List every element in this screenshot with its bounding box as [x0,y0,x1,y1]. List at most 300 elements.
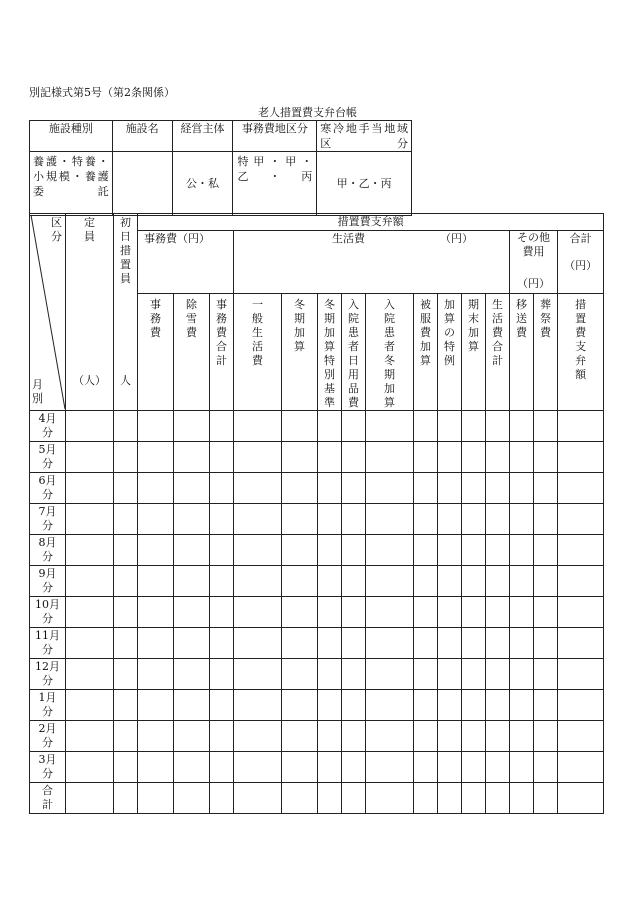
table-cell[interactable] [414,442,438,473]
table-cell[interactable] [66,597,114,628]
table-cell[interactable] [510,411,534,442]
table-cell[interactable] [342,783,366,814]
table-cell[interactable] [234,504,282,535]
table-cell[interactable] [282,628,318,659]
table-cell[interactable] [558,504,604,535]
table-cell[interactable] [438,411,462,442]
table-cell[interactable] [438,535,462,566]
table-cell[interactable] [486,659,510,690]
table-cell[interactable] [174,721,210,752]
table-cell[interactable] [234,597,282,628]
table-cell[interactable] [414,721,438,752]
table-cell[interactable] [534,783,558,814]
table-cell[interactable] [510,442,534,473]
column-header-15 [558,294,604,411]
column-header-14 [534,294,558,411]
column-header-9 [414,294,438,411]
table-cell[interactable] [414,411,438,442]
table-cell[interactable] [462,659,486,690]
shoki-header: 初日措置員 人 [114,214,138,411]
table-cell[interactable] [342,504,366,535]
table-cell[interactable] [510,752,534,783]
table-cell[interactable] [534,721,558,752]
table-cell[interactable] [114,473,138,504]
header-management: 経営主体 [172,121,233,152]
ledger-title: 老人措置費支弁台帳 [258,106,357,119]
teiin-header: 定員 （人） [66,214,114,411]
table-cell[interactable] [342,752,366,783]
table-cell[interactable] [438,628,462,659]
cold-region-value: 甲・乙・丙 [317,152,412,216]
table-cell[interactable] [510,690,534,721]
month-label: 10月 分 [30,597,66,628]
table-cell[interactable] [114,535,138,566]
table-cell[interactable] [510,721,534,752]
table-cell[interactable] [66,752,114,783]
table-cell[interactable] [342,566,366,597]
table-cell[interactable] [114,566,138,597]
table-cell[interactable] [318,411,342,442]
table-cell[interactable] [174,783,210,814]
column-label: 葬 祭 費 [540,298,551,339]
table-cell[interactable] [210,597,234,628]
table-cell[interactable] [318,535,342,566]
table-cell[interactable] [342,473,366,504]
table-cell[interactable] [414,659,438,690]
table-cell[interactable] [462,442,486,473]
table-cell[interactable] [114,504,138,535]
table-row [30,411,604,442]
table-cell[interactable] [66,473,114,504]
month-label: 11月 分 [30,628,66,659]
month-label: 9月 分 [30,566,66,597]
table-row [30,504,604,535]
table-cell[interactable] [174,597,210,628]
table-cell[interactable] [318,504,342,535]
table-cell[interactable] [282,690,318,721]
table-cell[interactable] [318,659,342,690]
table-cell[interactable] [414,752,438,783]
table-cell[interactable] [462,473,486,504]
table-row [30,566,604,597]
table-cell[interactable] [234,442,282,473]
column-label: 移 送 費 [516,298,527,339]
table-cell[interactable] [534,504,558,535]
table-row [30,473,604,504]
table-cell[interactable] [174,535,210,566]
table-cell[interactable] [438,473,462,504]
table-cell[interactable] [486,628,510,659]
table-cell[interactable] [138,597,174,628]
table-cell[interactable] [114,442,138,473]
column-header-13 [510,294,534,411]
table-cell[interactable] [114,659,138,690]
table-row [30,442,604,473]
table-cell[interactable] [558,659,604,690]
table-cell[interactable] [366,566,414,597]
kubun-tsuki-header [30,214,66,411]
table-cell[interactable] [282,566,318,597]
table-cell[interactable] [210,535,234,566]
table-cell[interactable] [114,783,138,814]
column-label: 事 務 費 合 計 [216,298,227,367]
table-cell[interactable] [114,411,138,442]
table-cell[interactable] [234,535,282,566]
table-cell[interactable] [510,659,534,690]
table-cell[interactable] [138,752,174,783]
column-header-2 [174,294,210,411]
table-cell[interactable] [138,690,174,721]
table-cell[interactable] [534,411,558,442]
table-cell[interactable] [66,535,114,566]
table-cell[interactable] [318,690,342,721]
form-reference: 別記様式第5号（第2条関係） [29,86,175,99]
table-cell[interactable] [486,690,510,721]
table-cell[interactable] [366,442,414,473]
table-cell[interactable] [414,566,438,597]
table-cell[interactable] [234,721,282,752]
table-cell[interactable] [486,442,510,473]
table-cell[interactable] [438,721,462,752]
table-cell[interactable] [462,504,486,535]
table-cell[interactable] [438,597,462,628]
table-row [30,783,604,814]
table-cell[interactable] [210,473,234,504]
table-cell[interactable] [342,411,366,442]
table-cell[interactable] [282,659,318,690]
table-cell[interactable] [558,783,604,814]
table-cell[interactable] [318,597,342,628]
table-cell[interactable] [138,783,174,814]
table-cell[interactable] [234,752,282,783]
table-cell[interactable] [234,659,282,690]
column-label: 冬 期 加 算 特 別 基 準 [324,298,335,409]
jimuhi-group-header: 事務費（円） [138,231,234,294]
header-cold-region: 寒冷地手当地域区分 [317,121,412,152]
table-cell[interactable] [174,690,210,721]
table-cell[interactable] [510,535,534,566]
goukei-group-header: 合計 （円） [558,231,604,294]
table-cell[interactable] [66,659,114,690]
table-cell[interactable] [174,659,210,690]
table-cell[interactable] [438,504,462,535]
table-cell[interactable] [534,690,558,721]
table-cell[interactable] [534,473,558,504]
table-cell[interactable] [366,535,414,566]
table-cell[interactable] [318,566,342,597]
table-cell[interactable] [66,566,114,597]
facility-type-value: 養護・特養・小規模・養護委託 [30,152,113,216]
table-cell[interactable] [486,752,510,783]
table-cell[interactable] [438,659,462,690]
table-row [30,721,604,752]
table-cell[interactable] [510,628,534,659]
table-row [30,597,604,628]
table-cell[interactable] [174,442,210,473]
table-cell[interactable] [510,566,534,597]
table-cell[interactable] [558,442,604,473]
table-cell[interactable] [174,411,210,442]
month-label: 1月 分 [30,690,66,721]
table-cell[interactable] [342,628,366,659]
table-cell[interactable] [366,721,414,752]
tsuki-label: 月別 [32,378,43,405]
table-cell[interactable] [66,721,114,752]
table-cell[interactable] [138,721,174,752]
table-cell[interactable] [510,783,534,814]
table-cell[interactable] [174,628,210,659]
table-cell[interactable] [210,566,234,597]
table-cell[interactable] [462,597,486,628]
table-cell[interactable] [534,659,558,690]
table-cell[interactable] [66,504,114,535]
table-cell[interactable] [462,690,486,721]
table-row [30,535,604,566]
table-cell[interactable] [210,659,234,690]
column-header-8 [366,294,414,411]
table-cell[interactable] [486,535,510,566]
table-cell[interactable] [414,690,438,721]
table-cell[interactable] [210,783,234,814]
table-cell[interactable] [174,752,210,783]
management-value: 公・私 [172,152,233,216]
table-cell[interactable] [510,597,534,628]
table-cell[interactable] [462,783,486,814]
column-label: 事 務 費 [150,298,161,339]
table-cell[interactable] [414,783,438,814]
table-cell[interactable] [114,628,138,659]
table-cell[interactable] [138,535,174,566]
table-row [30,659,604,690]
table-cell[interactable] [318,628,342,659]
table-cell[interactable] [438,752,462,783]
column-label: 期 末 加 算 [468,298,479,353]
column-header-4 [234,294,282,411]
table-cell[interactable] [414,504,438,535]
table-cell[interactable] [366,752,414,783]
facility-name-value[interactable] [112,152,172,216]
district-value: 特甲・甲・乙・丙 [233,152,317,216]
table-cell[interactable] [414,597,438,628]
table-cell[interactable] [366,473,414,504]
table-cell[interactable] [342,535,366,566]
table-cell[interactable] [66,783,114,814]
column-label: 措 置 費 支 弁 額 [575,298,587,381]
month-label: 6月 分 [30,473,66,504]
table-cell[interactable] [462,566,486,597]
table-cell[interactable] [234,473,282,504]
table-cell[interactable] [558,721,604,752]
table-cell[interactable] [486,473,510,504]
table-cell[interactable] [318,473,342,504]
table-cell[interactable] [282,411,318,442]
table-cell[interactable] [558,411,604,442]
column-label: 加 算 の 特 例 [444,298,455,367]
table-cell[interactable] [510,473,534,504]
table-cell[interactable] [138,659,174,690]
table-cell[interactable] [210,690,234,721]
table-cell[interactable] [66,442,114,473]
table-row [30,690,604,721]
table-cell[interactable] [234,628,282,659]
table-cell[interactable] [282,473,318,504]
kubun-label: 区分 [51,216,62,243]
table-cell[interactable] [366,628,414,659]
table-cell[interactable] [66,628,114,659]
table-cell[interactable] [318,783,342,814]
table-cell[interactable] [282,535,318,566]
expense-table [29,213,604,814]
table-cell[interactable] [282,752,318,783]
table-cell[interactable] [366,783,414,814]
table-cell[interactable] [534,597,558,628]
facility-info-table [29,120,412,216]
table-cell[interactable] [366,597,414,628]
table-cell[interactable] [366,504,414,535]
column-label: 冬 期 加 算 [294,298,305,353]
table-cell[interactable] [66,690,114,721]
table-cell[interactable] [282,783,318,814]
seikatsu-group-header: 生活費 （円） [234,231,510,294]
table-cell[interactable] [558,597,604,628]
table-cell[interactable] [510,504,534,535]
table-cell[interactable] [114,597,138,628]
column-header-6 [318,294,342,411]
table-cell[interactable] [486,597,510,628]
table-row [30,628,604,659]
table-cell[interactable] [558,473,604,504]
month-label: 7月 分 [30,504,66,535]
table-cell[interactable] [462,535,486,566]
table-cell[interactable] [342,659,366,690]
table-cell[interactable] [438,690,462,721]
table-cell[interactable] [558,566,604,597]
table-cell[interactable] [234,690,282,721]
table-cell[interactable] [534,628,558,659]
table-cell[interactable] [138,628,174,659]
table-cell[interactable] [486,411,510,442]
column-header-3 [210,294,234,411]
table-cell[interactable] [414,628,438,659]
table-cell[interactable] [66,411,114,442]
month-label: 12月 分 [30,659,66,690]
month-label: 3月 分 [30,752,66,783]
table-cell[interactable] [282,504,318,535]
column-label: 生 活 費 合 計 [492,298,503,367]
table-cell[interactable] [462,628,486,659]
table-cell[interactable] [282,597,318,628]
table-cell[interactable] [282,721,318,752]
table-cell[interactable] [462,752,486,783]
table-cell[interactable] [318,752,342,783]
table-cell[interactable] [534,442,558,473]
month-label: 合 計 [30,783,66,814]
table-cell[interactable] [558,628,604,659]
table-cell[interactable] [342,721,366,752]
table-cell[interactable] [234,783,282,814]
table-cell[interactable] [414,535,438,566]
table-cell[interactable] [462,721,486,752]
table-cell[interactable] [234,566,282,597]
table-row [30,752,604,783]
table-cell[interactable] [210,504,234,535]
column-label: 被 服 費 加 算 [420,298,431,367]
header-facility-type: 施設種別 [30,121,113,152]
table-cell[interactable] [534,752,558,783]
column-header-10 [438,294,462,411]
table-cell[interactable] [174,473,210,504]
table-cell[interactable] [366,690,414,721]
table-cell[interactable] [342,442,366,473]
table-cell[interactable] [462,411,486,442]
table-cell[interactable] [438,566,462,597]
table-cell[interactable] [342,597,366,628]
table-cell[interactable] [138,411,174,442]
sochi-header: 措置費支弁額 [138,214,604,231]
sonota-group-header: その他費用 （円） [510,231,558,294]
table-cell[interactable] [114,721,138,752]
table-cell[interactable] [486,504,510,535]
column-header-7 [342,294,366,411]
table-cell[interactable] [138,504,174,535]
table-cell[interactable] [174,566,210,597]
month-label: 8月 分 [30,535,66,566]
table-cell[interactable] [210,628,234,659]
table-cell[interactable] [114,752,138,783]
table-cell[interactable] [486,721,510,752]
table-cell[interactable] [210,721,234,752]
column-header-11 [462,294,486,411]
column-header-1 [138,294,174,411]
table-cell[interactable] [558,690,604,721]
table-cell[interactable] [282,442,318,473]
column-label: 入 院 患 者 日 用 品 費 [348,298,359,409]
month-label: 5月 分 [30,442,66,473]
table-cell[interactable] [210,411,234,442]
table-cell[interactable] [342,690,366,721]
table-cell[interactable] [558,752,604,783]
table-cell[interactable] [486,566,510,597]
table-cell[interactable] [234,411,282,442]
table-cell[interactable] [318,442,342,473]
table-cell[interactable] [558,535,604,566]
table-cell[interactable] [318,721,342,752]
column-label: 入 院 患 者 冬 期 加 算 [384,298,395,409]
header-facility-name: 施設名 [112,121,172,152]
table-cell[interactable] [534,535,558,566]
table-cell[interactable] [114,690,138,721]
table-cell[interactable] [438,442,462,473]
table-cell[interactable] [534,566,558,597]
table-cell[interactable] [486,783,510,814]
table-cell[interactable] [414,473,438,504]
table-cell[interactable] [438,783,462,814]
table-cell[interactable] [210,752,234,783]
table-cell[interactable] [174,504,210,535]
table-cell[interactable] [366,411,414,442]
month-label: 2月 分 [30,721,66,752]
table-cell[interactable] [138,473,174,504]
table-cell[interactable] [138,442,174,473]
column-label: 一 般 生 活 費 [252,298,263,367]
table-cell[interactable] [138,566,174,597]
header-district: 事務費地区分 [233,121,317,152]
column-header-5 [282,294,318,411]
column-label: 除 雪 費 [186,298,197,339]
table-cell[interactable] [366,659,414,690]
month-label: 4月 分 [30,411,66,442]
table-cell[interactable] [210,442,234,473]
